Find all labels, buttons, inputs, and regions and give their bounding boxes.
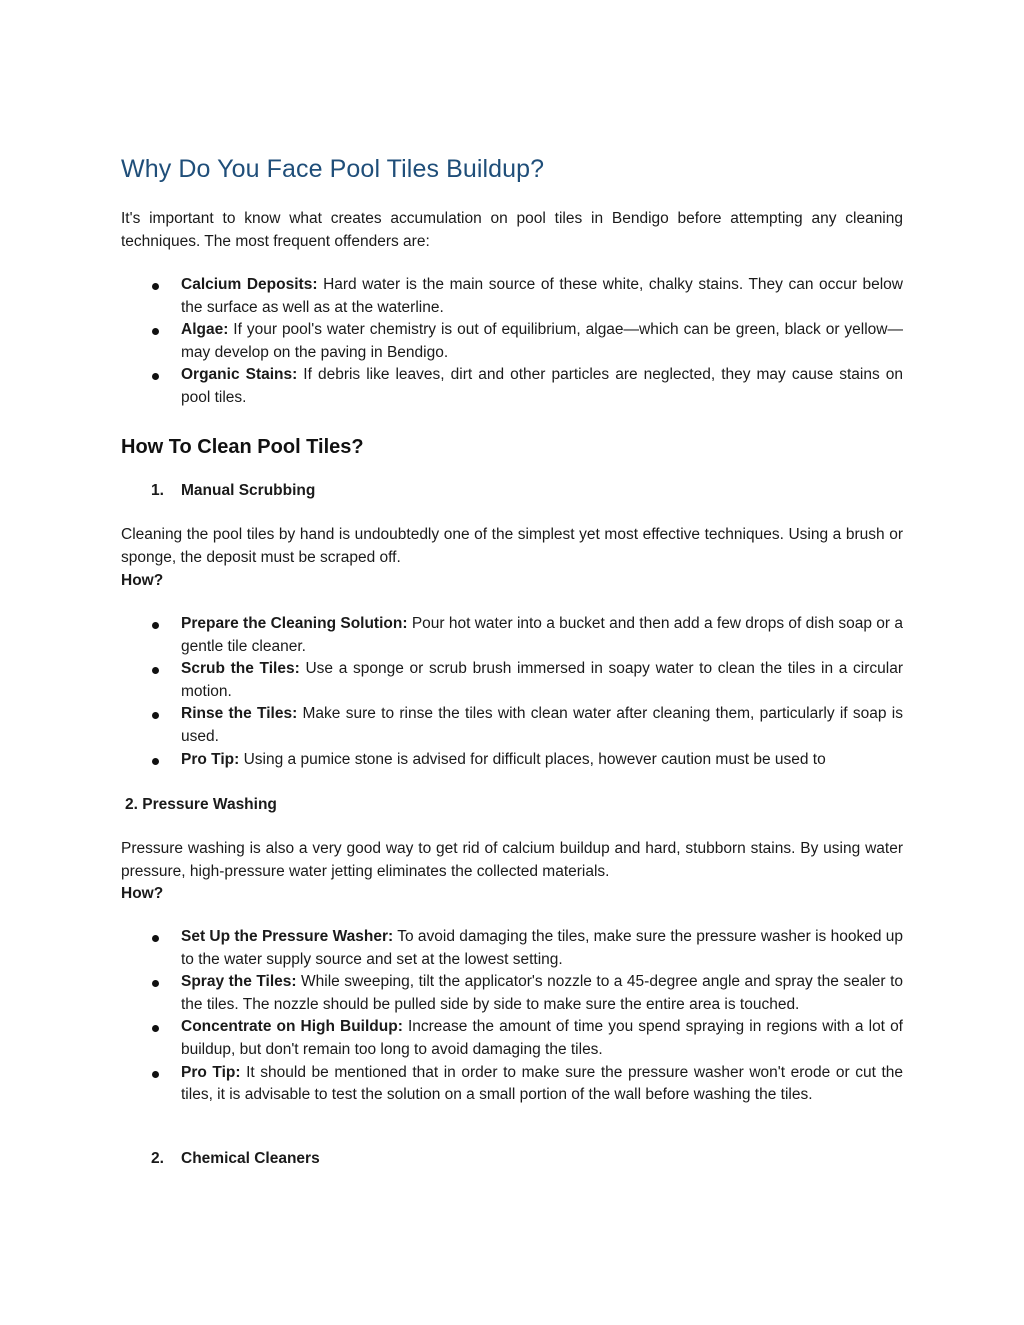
bullet-icon bbox=[152, 1025, 159, 1032]
bullet-icon bbox=[152, 712, 159, 719]
bullet-icon bbox=[152, 758, 159, 765]
method-heading-pressure-washing: 2. Pressure Washing bbox=[125, 796, 277, 813]
bullet-icon bbox=[152, 283, 159, 290]
bullet-icon bbox=[152, 622, 159, 629]
method-heading-manual-scrubbing: 1. Manual Scrubbing bbox=[151, 482, 316, 499]
section-title-buildup: Why Do You Face Pool Tiles Buildup? bbox=[121, 155, 545, 183]
pressure-washing-intro: Pressure washing is also a very good way to get rid of calcium buildup and hard, stubborn stains. By using water pressure, high-pressure water jetting eliminates the collected materials. bbox=[121, 840, 903, 880]
section-title-how-to-clean: How To Clean Pool Tiles? bbox=[121, 436, 364, 458]
list-item: Calcium Deposits: Hard water is the main source of these white, chalky stains. They can occur below the surface as well as at the waterline. bbox=[121, 274, 903, 319]
buildup-causes-list bbox=[121, 274, 903, 410]
bullet-icon bbox=[152, 328, 159, 335]
bullet-icon bbox=[152, 935, 159, 942]
list-item: Spray the Tiles: While sweeping, tilt the applicator's nozzle to a 45-degree angle and spray the sealer to the tiles. The nozzle should be pulled side by side to make sure the entire area is touched. bbox=[121, 971, 903, 1016]
method-heading-chemical-cleaners: 2. Chemical Cleaners bbox=[151, 1150, 320, 1167]
list-item: Pro Tip: Using a pumice stone is advised for difficult places, however caution must be used to bbox=[121, 749, 903, 772]
buildup-intro: It's important to know what creates accumulation on pool tiles in Bendigo before attempting any cleaning techniques. The most frequent offenders are: bbox=[121, 210, 903, 250]
bullet-icon bbox=[152, 980, 159, 987]
manual-scrubbing-steps bbox=[121, 613, 903, 771]
list-item: Rinse the Tiles: Make sure to rinse the tiles with clean water after cleaning them, particularly if soap is used. bbox=[121, 703, 903, 748]
pressure-washing-steps bbox=[121, 926, 903, 1107]
how-label: How? bbox=[121, 885, 164, 902]
list-item: Pro Tip: It should be mentioned that in order to make sure the pressure washer won't erode or cut the tiles, it is advisable to test the solution on a small portion of the wall before washing the tiles. bbox=[121, 1062, 903, 1107]
bullet-icon bbox=[152, 1071, 159, 1078]
how-label: How? bbox=[121, 572, 164, 589]
manual-scrubbing-intro: Cleaning the pool tiles by hand is undoubtedly one of the simplest yet most effective techniques. Using a brush or sponge, the deposit must be scraped off. bbox=[121, 526, 903, 566]
bullet-icon bbox=[152, 373, 159, 380]
list-item: Set Up the Pressure Washer: To avoid damaging the tiles, make sure the pressure washer is hooked up to the water supply source and set at the lowest setting. bbox=[121, 926, 903, 971]
bullet-icon bbox=[152, 667, 159, 674]
list-item: Algae: If your pool's water chemistry is out of equilibrium, algae—which can be green, black or yellow—may develop on the paving in Bendigo. bbox=[121, 319, 903, 364]
list-item: Prepare the Cleaning Solution: Pour hot water into a bucket and then add a few drops of dish soap or a gentle tile cleaner. bbox=[121, 613, 903, 658]
list-item: Concentrate on High Buildup: Increase the amount of time you spend spraying in regions with a lot of buildup, but don't remain too long to avoid damaging the tiles. bbox=[121, 1016, 903, 1061]
list-item: Scrub the Tiles: Use a sponge or scrub brush immersed in soapy water to clean the tiles in a circular motion. bbox=[121, 658, 903, 703]
list-item: Organic Stains: If debris like leaves, dirt and other particles are neglected, they may cause stains on pool tiles. bbox=[121, 364, 903, 409]
